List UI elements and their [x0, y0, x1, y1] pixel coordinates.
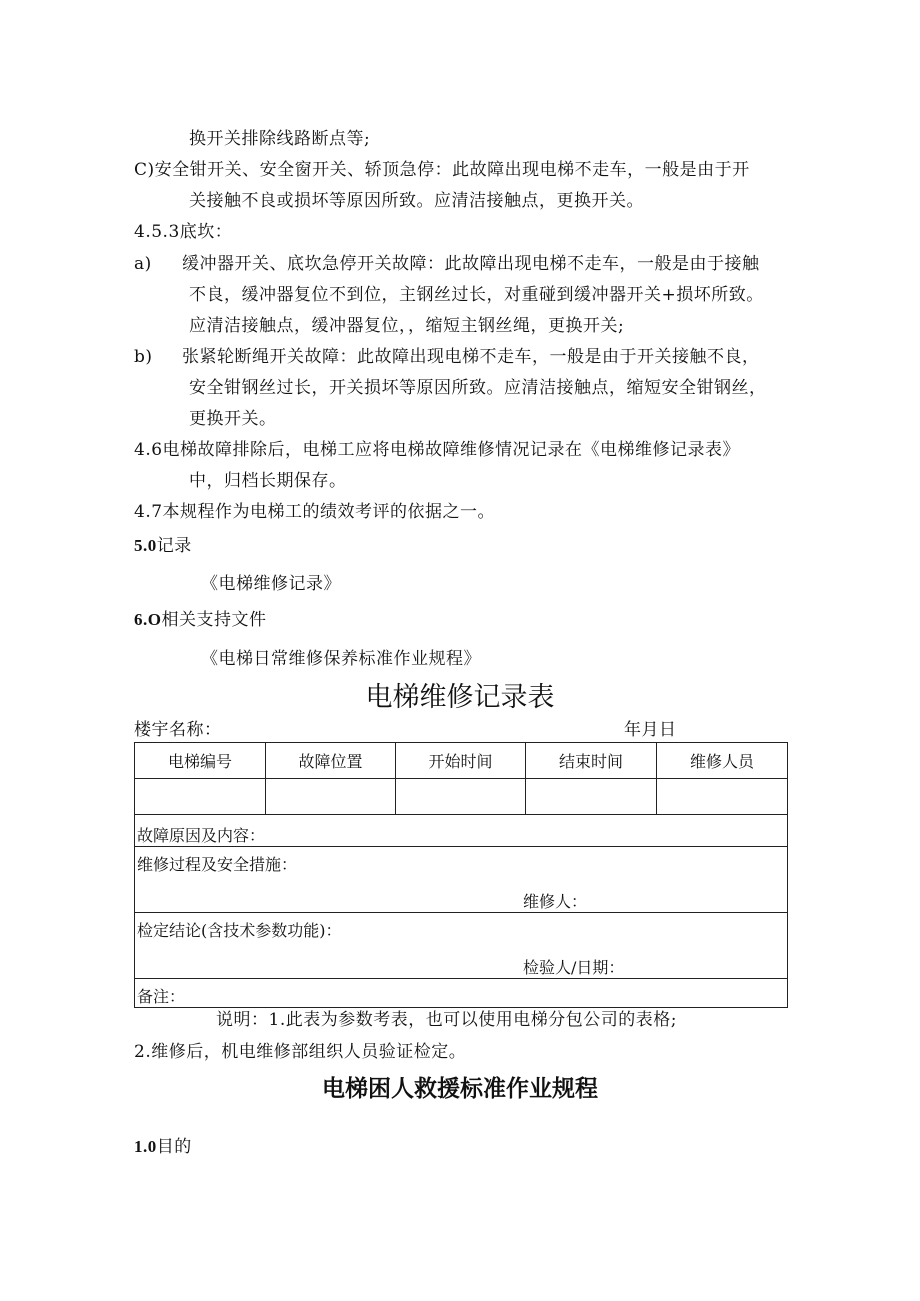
repair-process-field[interactable]	[135, 847, 788, 913]
list-marker: a)	[134, 254, 152, 274]
reference-doc: 《电梯维修记录》	[201, 574, 341, 594]
section-title: 目的	[156, 1137, 192, 1157]
text-line: 安全钳钢丝过长，开关损坏等原因所致。应清洁接触点，缩短安全钳钢丝，	[189, 378, 767, 398]
section-title: 相关支持文件	[161, 610, 267, 630]
header-cell-elevator-no: 电梯编号	[135, 743, 266, 779]
text-line: 不良，缓冲器复位不到位，主钢丝过长，对重碰到缓冲器开关+损坏所致。	[189, 285, 764, 305]
section-number: 5.0	[134, 536, 157, 555]
text-line: 更换开关。	[189, 409, 277, 429]
input-cell-start-time[interactable]	[396, 779, 526, 815]
inspector-label: 检验人/日期：	[523, 958, 625, 977]
fault-cause-field[interactable]	[135, 815, 788, 847]
header-cell-repair-staff: 维修人员	[657, 743, 788, 779]
reference-doc: 《电梯日常维修保养标准作业规程》	[201, 649, 481, 669]
form-title: 电梯维修记录表	[365, 682, 555, 713]
text-line: C)安全钳开关、安全窗开关、轿顶急停：此故障出现电梯不走车，一般是由于开	[134, 160, 750, 180]
text-line: 中，归档长期保存。	[189, 471, 347, 491]
subsection-heading: 4.5.3底坎：	[134, 222, 233, 242]
remark-field[interactable]	[135, 979, 788, 1008]
input-cell-end-time[interactable]	[526, 779, 657, 815]
text-line: 关接触不良或损坏等原因所致。应清洁接触点，更换开关。	[189, 191, 644, 211]
header-cell-fault-location: 故障位置	[266, 743, 396, 779]
repair-record-table	[134, 742, 788, 1008]
fault-cause-label: 故障原因及内容：	[137, 826, 266, 845]
section-heading	[134, 535, 192, 557]
section-heading	[134, 1136, 192, 1158]
text-line: 4.7本规程作为电梯工的绩效考评的依据之一。	[134, 502, 496, 522]
text-line: 张紧轮断绳开关故障：此故障出现电梯不走车，一般是由于开关接触不良，	[182, 347, 760, 367]
input-cell-repair-staff[interactable]	[657, 779, 788, 815]
text-line: 应清洁接触点，缓冲器复位，，缩短主钢丝绳，更换开关;	[189, 316, 625, 336]
section-number: 6.O	[134, 610, 162, 629]
section-title: 记录	[156, 536, 192, 556]
repair-process-label: 维修过程及安全措施：	[137, 855, 298, 874]
text-line: 缓冲器开关、底坎急停开关故障：此故障出现电梯不走车，一般是由于接触	[182, 254, 760, 274]
conclusion-label: 检定结论(含技术参数功能)：	[137, 921, 342, 940]
building-label: 楼宇名称：	[134, 720, 222, 740]
remark-label: 备注：	[137, 987, 186, 1006]
section-heading	[134, 609, 266, 631]
input-cell-elevator-no[interactable]	[135, 779, 266, 815]
text-line: 4.6电梯故障排除后，电梯工应将电梯故障维修情况记录在《电梯维修记录表》	[134, 440, 741, 460]
list-marker: b)	[134, 347, 153, 367]
section-title-large: 电梯困人救援标准作业规程	[322, 1076, 598, 1102]
text-line: 换开关排除线路断点等;	[189, 129, 371, 149]
header-cell-end-time: 结束时间	[526, 743, 657, 779]
date-label: 年月日	[624, 720, 677, 740]
header-cell-start-time: 开始时间	[396, 743, 526, 779]
repairer-label: 维修人：	[523, 892, 588, 911]
note-line: 2.维修后，机电维修部组织人员验证检定。	[134, 1042, 467, 1062]
conclusion-field[interactable]	[135, 913, 788, 979]
input-cell-fault-location[interactable]	[266, 779, 396, 815]
section-number: 1.0	[134, 1137, 157, 1156]
note-line: 说明：1.此表为参数考表，也可以使用电梯分包公司的表格;	[216, 1010, 677, 1030]
